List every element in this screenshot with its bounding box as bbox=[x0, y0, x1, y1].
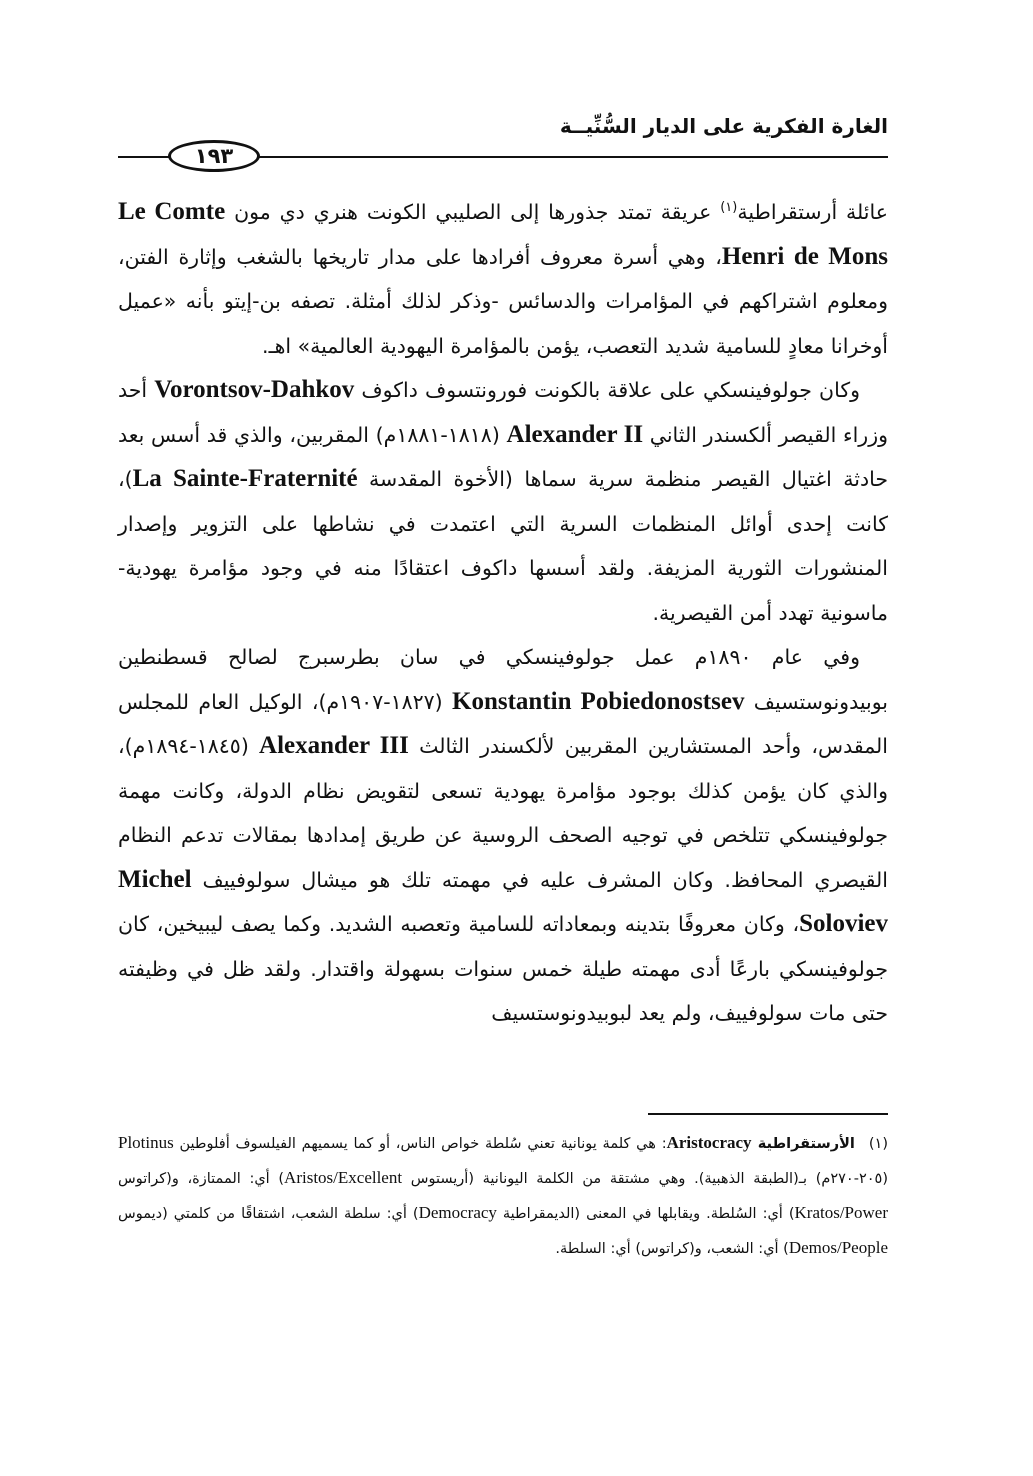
footnote-number: (١) bbox=[868, 1136, 888, 1152]
fn-latin-3: Aristos/Excellent bbox=[284, 1168, 403, 1187]
running-title: الغارة الفكرية على الديار السُّنِّيــة bbox=[559, 114, 888, 138]
paragraph-3 bbox=[118, 635, 888, 1036]
p3-text-b: (١٨٢٧-١٩٠٧م)، الوكيل العام للمجلس المقدس، وأحد المستشارين المقربين لألكسندر الثالث bbox=[118, 689, 888, 758]
fn-latin-2: Plotinus bbox=[118, 1133, 174, 1152]
fn-latin-1: Aristocracy bbox=[666, 1133, 752, 1152]
p2-text-a: وكان جولوفينسكي على علاقة بالكونت فورونتسوف داكوف bbox=[354, 378, 860, 402]
fn-text-g: ) أي: الشعب، و(كراتوس) أي: السلطة. bbox=[555, 1241, 789, 1257]
p2-latin-2: Alexander II bbox=[506, 420, 644, 448]
footnote-rule bbox=[648, 1113, 888, 1115]
fn-text-a: الأرستقراطية bbox=[751, 1136, 855, 1152]
p1-text-c: ، وهي أسرة معروف أفرادها على مدار تاريخها بالشغب وإثارة الفتن، ومعلوم اشتراكهم في المؤامرات والدسائس -وذكر لذلك أمثلة. تصفه بن-إيتو بأنه «عميل أوخرانا معادٍ للسامية شديد التعصب، يؤمن بالمؤامرة اليهودية العالمية» اهـ. bbox=[118, 244, 888, 358]
main-text bbox=[118, 190, 888, 1036]
footnote-ref-1: (١) bbox=[720, 200, 738, 216]
paragraph-1 bbox=[118, 190, 888, 368]
fn-text-e: ) أي: السُلطة. ويقابلها في المعنى (الديمقراطية bbox=[496, 1206, 795, 1222]
footnotes bbox=[118, 1126, 888, 1266]
page-number: ١٩٣ bbox=[168, 140, 260, 172]
p3-latin-3: Michel Soloviev bbox=[118, 865, 888, 937]
fn-text-c: (٢٠٥-٢٧٠م) بـ(الطبقة الذهبية). وهي مشتقة من الكلمة اليونانية (أريستوس bbox=[402, 1171, 888, 1187]
page-header bbox=[118, 112, 888, 172]
p1-text-b: عريقة تمتد جذورها إلى الصليبي الكونت هنري دي مون bbox=[225, 200, 721, 224]
fn-text-d: ) أي: الممتازة، و(كراتوس bbox=[118, 1171, 285, 1187]
p2-text-d: )، كانت إحدى أوائل المنظمات السرية التي اعتمدت في نشاطها على التزوير وإصدار المنشورات الثورية المزيفة. ولقد أسسها داكوف اعتقادًا منه في وجود مؤامرة يهودية-ماسونية تهدد أمن القيصرية. bbox=[118, 467, 888, 625]
fn-text-b: : هي كلمة يونانية تعني سُلطة خواص الناس، أو كما يسميهم الفيلسوف أفلوطين bbox=[173, 1136, 667, 1152]
p3-text-d: ، وكان معروفًا بتدينه وبمعاداته للسامية وتعصبه الشديد. وكما يصف ليبيخين، كان جولوفينسكي بارعًا أدى مهمته طيلة خمس سنوات بسهولة واقتدار. ولقد ظل في وظيفته حتى مات سولوفييف، ولم يعد لبوبيدونوستسيف bbox=[118, 912, 888, 1025]
fn-latin-5: Democracy bbox=[418, 1203, 497, 1222]
p2-text-c: (١٨١٨-١٨٨١م) المقربين، والذي قد أسس بعد حادثة اغتيال القيصر منظمة سرية سماها (الأخوة المقدسة bbox=[118, 422, 888, 491]
p2-text-b: أحد وزراء القيصر ألكسندر الثاني bbox=[118, 378, 888, 447]
footnote-1 bbox=[118, 1126, 888, 1266]
fn-latin-6: Demos/People bbox=[788, 1238, 888, 1257]
fn-text-f: ) أي: سلطة الشعب، اشتقاقًا من كلمتي (ديموس bbox=[118, 1206, 419, 1222]
p3-text-a: وفي عام ١٨٩٠م عمل جولوفينسكي في سان بطرسبرج لصالح قسطنطين بوبيدونوستسيف bbox=[118, 645, 889, 714]
p3-latin-1: Konstantin Pobiedonostsev bbox=[452, 687, 745, 715]
p2-latin-1: Vorontsov-Dahkov bbox=[154, 376, 355, 403]
fn-latin-4: Kratos/Power bbox=[794, 1203, 888, 1222]
paragraph-2 bbox=[118, 368, 888, 635]
p3-latin-2: Alexander III bbox=[259, 732, 409, 759]
p3-text-c: (١٨٤٥-١٨٩٤م)، والذي كان يؤمن كذلك بوجود مؤامرة يهودية تسعى لتقويض نظام الدولة، وكانت مهمة جولوفينسكي تتلخص في توجيه الصحف الروسية عن طريق إمدادها بمقالات تدعم النظام القيصري المحافظ. وكان المشرف عليه في مهمته تلك هو ميشال سولوفييف bbox=[118, 734, 888, 892]
p1-latin-name: Le Comte Henri de Mons bbox=[118, 198, 889, 270]
p2-latin-3: La Sainte-Fraternité bbox=[132, 465, 358, 492]
p1-text-a: عائلة أرستقراطية bbox=[737, 200, 888, 224]
